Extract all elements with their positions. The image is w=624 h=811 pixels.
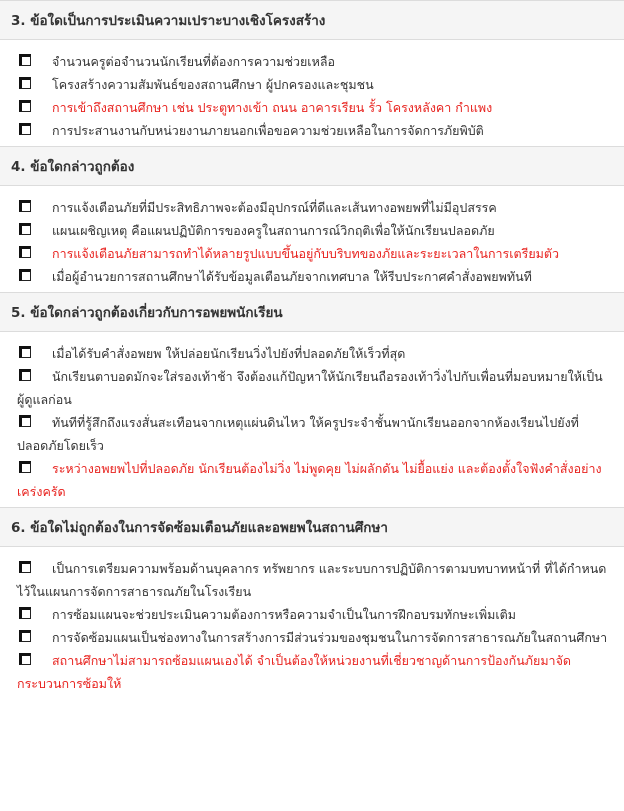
checkbox-icon[interactable] [19, 223, 31, 235]
question-title: 3. ข้อใดเป็นการประเมินความเปราะบางเชิงโครงสร้าง [0, 0, 624, 40]
answer-option-correct[interactable] [0, 457, 624, 503]
answer-option[interactable] [0, 557, 624, 603]
checkbox-icon[interactable] [19, 561, 31, 573]
answer-option[interactable] [0, 411, 624, 457]
answer-option-correct[interactable] [0, 649, 624, 695]
checkbox-icon[interactable] [19, 77, 31, 89]
question-title: 6. ข้อใดไม่ถูกต้องในการจัดซ้อมเตือนภัยและอพยพในสถานศึกษา [0, 507, 624, 547]
question-block [0, 146, 624, 292]
answer-option[interactable] [0, 219, 624, 242]
option-label: การเข้าถึงสถานศึกษา เช่น ประตูทางเข้า ถนน อาคารเรียน รั้ว โครงหลังคา กำแพง [52, 100, 493, 115]
answer-option[interactable] [0, 196, 624, 219]
option-label: โครงสร้างความสัมพันธ์ของสถานศึกษา ผู้ปกครองและชุมชน [52, 77, 374, 92]
option-label: เมื่อได้รับคำสั่งอพยพ ให้ปล่อยนักเรียนวิ่งไปยังที่ปลอดภัยให้เร็วที่สุด [52, 346, 406, 361]
question-title: 5. ข้อใดกล่าวถูกต้องเกี่ยวกับการอพยพนักเรียน [0, 292, 624, 332]
answer-option[interactable] [0, 626, 624, 649]
option-label: แผนเผชิญเหตุ คือแผนปฏิบัติการของครูในสถานการณ์วิกฤติเพื่อให้นักเรียนปลอดภัย [52, 223, 495, 238]
checkbox-icon[interactable] [19, 100, 31, 112]
option-list [0, 186, 624, 292]
checkbox-icon[interactable] [19, 269, 31, 281]
question-block [0, 0, 624, 146]
checkbox-icon[interactable] [19, 369, 31, 381]
answer-option[interactable] [0, 342, 624, 365]
option-label: การแจ้งเตือนภัยที่มีประสิทธิภาพจะต้องมีอุปกรณ์ที่ดีและเส้นทางอพยพที่ไม่มีอุปสรรค [52, 200, 497, 215]
option-label: การซ้อมแผนจะช่วยประเมินความต้องการหรือความจำเป็นในการฝึกอบรมทักษะเพิ่มเติม [52, 607, 516, 622]
option-label: การแจ้งเตือนภัยสามารถทำได้หลายรูปแบบขึ้นอยู่กับบริบทของภัยและระยะเวลาในการเตรียมตัว [52, 246, 560, 261]
answer-option-correct[interactable] [0, 242, 624, 265]
checkbox-icon[interactable] [19, 54, 31, 66]
option-list [0, 332, 624, 507]
option-label: นักเรียนตาบอดมักจะใส่รองเท้าช้า จึงต้องแก้ปัญหาให้นักเรียนถือรองเท้าวิ่งไปกับเพื่อนที่มอบหมายให้เป็นผู้ดูแลก่อน [17, 369, 603, 407]
answer-option[interactable] [0, 603, 624, 626]
question-title: 4. ข้อใดกล่าวถูกต้อง [0, 146, 624, 186]
answer-option[interactable] [0, 73, 624, 96]
answer-option[interactable] [0, 265, 624, 288]
option-label: ระหว่างอพยพไปที่ปลอดภัย นักเรียนต้องไม่วิ่ง ไม่พูดคุย ไม่ผลักดัน ไม่ยื้อแย่ง และต้องตั้งใจฟังคำสั่งอย่างเคร่งครัด [17, 461, 602, 499]
answer-option-correct[interactable] [0, 96, 624, 119]
answer-option[interactable] [0, 365, 624, 411]
checkbox-icon[interactable] [19, 415, 31, 427]
checkbox-icon[interactable] [19, 346, 31, 358]
option-label: ทันทีที่รู้สึกถึงแรงสั่นสะเทือนจากเหตุแผ่นดินไหว ให้ครูประจำชั้นพานักเรียนออกจากห้องเรียนไปยังที่ปลอดภัยโดยเร็ว [17, 415, 579, 453]
checkbox-icon[interactable] [19, 461, 31, 473]
checkbox-icon[interactable] [19, 246, 31, 258]
checkbox-icon[interactable] [19, 123, 31, 135]
question-block [0, 292, 624, 507]
option-list [0, 40, 624, 146]
answer-option[interactable] [0, 50, 624, 73]
option-list [0, 547, 624, 699]
option-label: เป็นการเตรียมความพร้อมด้านบุคลากร ทรัพยากร และระบบการปฏิบัติการตามบทบาทหน้าที่ ที่ได้กำหนดไว้ในแผนการจัดการสาธารณภัยในโรงเรียน [17, 561, 607, 599]
checkbox-icon[interactable] [19, 653, 31, 665]
option-label: จำนวนครูต่อจำนวนนักเรียนที่ต้องการความช่วยเหลือ [52, 54, 335, 69]
option-label: เมื่อผู้อำนวยการสถานศึกษาได้รับข้อมูลเตือนภัยจากเทศบาล ให้รีบประกาศคำสั่งอพยพทันที [52, 269, 532, 284]
option-label: การจัดซ้อมแผนเป็นช่องทางในการสร้างการมีส่วนร่วมของชุมชนในการจัดการสาธารณภัยในสถานศึกษา [52, 630, 608, 645]
answer-option[interactable] [0, 119, 624, 142]
checkbox-icon[interactable] [19, 200, 31, 212]
option-label: การประสานงานกับหน่วยงานภายนอกเพื่อขอความช่วยเหลือในการจัดการภัยพิบัติ [52, 123, 484, 138]
question-block [0, 507, 624, 699]
checkbox-icon[interactable] [19, 630, 31, 642]
checkbox-icon[interactable] [19, 607, 31, 619]
option-label: สถานศึกษาไม่สามารถซ้อมแผนเองได้ จำเป็นต้องให้หน่วยงานที่เชี่ยวชาญด้านการป้องกันภัยมาจัดกระบวนการซ้อมให้ [17, 653, 572, 691]
